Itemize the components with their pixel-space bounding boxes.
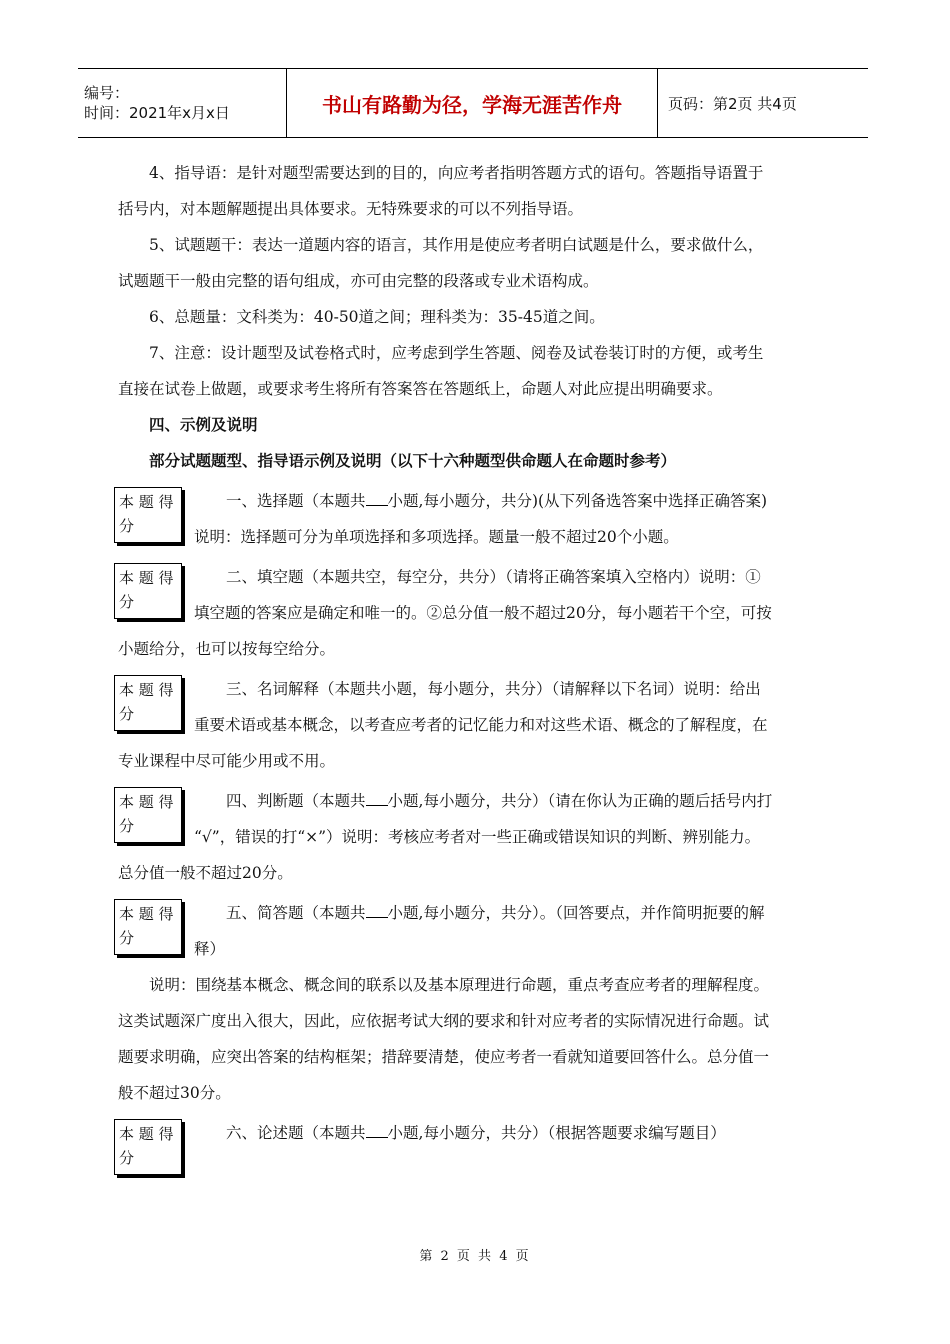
question-line: [118, 483, 830, 519]
score-box: [114, 563, 182, 619]
question-line: 填空题的答案应是确定和唯一的。②总分值一般不超过20分，每小题若干个空，可按: [194, 604, 772, 622]
question-line: [118, 895, 830, 931]
score-box-line2: 分: [119, 817, 135, 835]
header-left-cell: [78, 69, 287, 137]
score-box-line1: 本 题 得: [119, 681, 174, 699]
section-subtitle: 部分试题题型、指导语示例及说明（以下十六种题型供命题人在命题时参考）: [149, 451, 677, 470]
question-term: [118, 671, 830, 779]
question-line: 说明：选择题可分为单项选择和多项选择。题量一般不超过20个小题。: [194, 528, 679, 546]
question-text: 小题,每小题分，共分)(从下列备选答案中选择正确答案): [387, 492, 768, 510]
serial-label: 编号：: [84, 84, 130, 102]
score-box: [114, 787, 182, 843]
question-line: 般不超过30分。: [118, 1084, 231, 1102]
score-box: [114, 487, 182, 543]
question-line: 这类试题深广度出入很大，因此，应依据考试大纲的要求和针对应考者的实际情况进行命题。试: [118, 1012, 770, 1030]
question-line: 二、填空题（本题共空，每空分，共分）（请将正确答案填入空格内）说明：①: [226, 568, 761, 586]
answer-blank[interactable]: [366, 491, 388, 506]
score-box: [114, 1119, 182, 1175]
paragraph: 直接在试卷上做题，或要求考生将所有答案答在答题纸上，命题人对此应提出明确要求。: [118, 380, 723, 398]
question-essay: [118, 1115, 830, 1179]
score-box-line1: 本 题 得: [119, 569, 174, 587]
paragraph: 4、指导语：是针对题型需要达到的目的，向应考者指明答题方式的语句。答题指导语置于: [149, 164, 764, 182]
score-box: [114, 675, 182, 731]
score-box: [114, 899, 182, 955]
question-text: 六、论述题（本题共: [226, 1124, 366, 1142]
page-footer: 第 2 页 共 4 页: [419, 1249, 531, 1264]
question-line: [118, 783, 830, 819]
section-heading: 四、示例及说明: [149, 415, 258, 434]
page-header: [78, 68, 868, 138]
question-text: 小题,每小题分，共分）（请在你认为正确的题后括号内打: [387, 792, 773, 810]
score-box-line2: 分: [119, 929, 135, 947]
question-line: 释）: [194, 940, 226, 958]
question-line: “√”，错误的打“×”）说明：考核应考者对一些正确或错误知识的判断、辨别能力。: [194, 828, 761, 846]
question-text: 四、判断题（本题共: [226, 792, 366, 810]
question-text: 小题,每小题分，共分）（根据答题要求编写题目）: [387, 1124, 726, 1142]
question-line: 说明：围绕基本概念、概念间的联系以及基本原理进行命题，重点考查应考者的理解程度。: [149, 976, 770, 994]
question-line: 题要求明确，应突出答案的结构框架；措辞要清楚，使应考者一看就知道要回答什么。总分值一: [118, 1048, 770, 1066]
answer-blank[interactable]: [366, 791, 388, 806]
paragraph: 5、试题题干：表达一道题内容的语言，其作用是使应考者明白试题是什么，要求做什么，: [149, 236, 764, 254]
paragraph: 括号内，对本题解题提出具体要求。无特殊要求的可以不列指导语。: [118, 200, 584, 218]
answer-blank[interactable]: [366, 903, 388, 918]
question-choice: [118, 483, 830, 555]
score-box-line2: 分: [119, 1149, 135, 1167]
score-box-line2: 分: [119, 705, 135, 723]
score-box-line1: 本 题 得: [119, 1125, 174, 1143]
question-text: 一、选择题（本题共: [226, 492, 366, 510]
time-label: 时间：2021年x月x日: [84, 104, 230, 122]
question-short-answer: [118, 895, 830, 1111]
question-text: 五、简答题（本题共: [226, 904, 366, 922]
score-box-line2: 分: [119, 517, 135, 535]
question-line: 总分值一般不超过20分。: [118, 864, 293, 882]
question-line: 小题给分，也可以按每空给分。: [118, 640, 336, 658]
header-motto: 书山有路勤为径，学海无涯苦作舟: [287, 69, 658, 137]
question-line: 重要术语或基本概念，以考查应考者的记忆能力和对这些术语、概念的了解程度，在: [194, 716, 768, 734]
score-box-line1: 本 题 得: [119, 493, 174, 511]
question-text: 小题,每小题分，共分）。（回答要点，并作简明扼要的解: [387, 904, 765, 922]
question-line: 三、名词解释（本题共小题，每小题分，共分）（请解释以下名词）说明：给出: [226, 680, 761, 698]
header-page-label: 页码：第2页 共4页: [668, 94, 797, 113]
question-line: [118, 1115, 830, 1151]
paragraph: 6、总题量：文科类为：40-50道之间；理科类为：35-45道之间。: [149, 308, 605, 326]
paragraph: 7、注意：设计题型及试卷格式时，应考虑到学生答题、阅卷及试卷装订时的方便，或考生: [149, 344, 764, 362]
paragraph: 试题题干一般由完整的语句组成，亦可由完整的段落或专业术语构成。: [118, 272, 599, 290]
score-box-line1: 本 题 得: [119, 793, 174, 811]
answer-blank[interactable]: [366, 1123, 388, 1138]
document-body: [118, 155, 830, 1179]
question-fill-blank: [118, 559, 830, 667]
score-box-line2: 分: [119, 593, 135, 611]
score-box-line1: 本 题 得: [119, 905, 174, 923]
question-true-false: [118, 783, 830, 891]
question-line: 专业课程中尽可能少用或不用。: [118, 752, 336, 770]
